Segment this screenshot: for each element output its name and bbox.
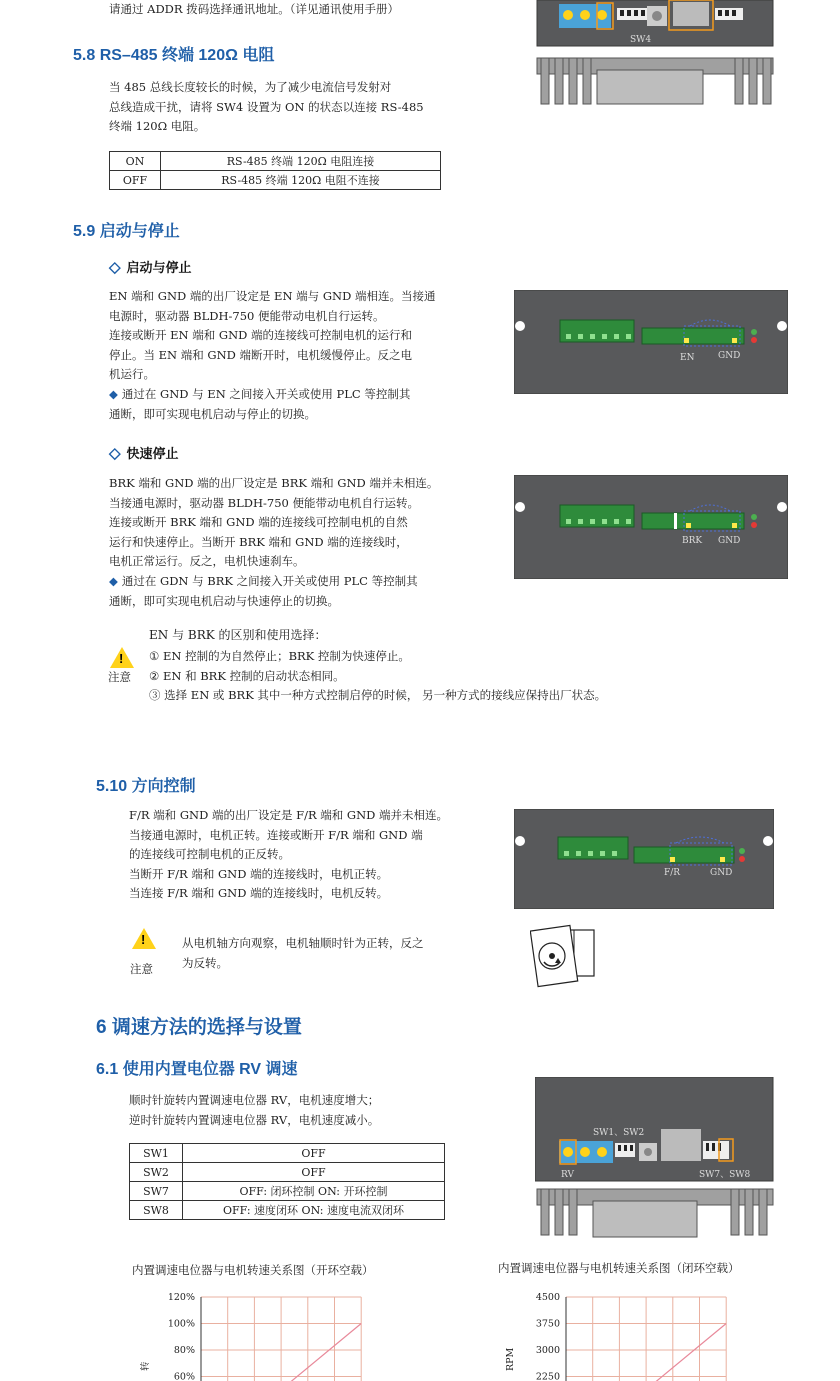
- table-row: [110, 152, 441, 171]
- text-line: F/R 端和 GND 端的出厂设定是 F/R 端和 GND 端并未相连。: [129, 808, 449, 822]
- note-item: ② EN 和 BRK 控制的启动状态相同。: [149, 668, 345, 683]
- table-cell: SW1: [130, 1144, 183, 1163]
- section-6-1-title: 6.1 使用内置电位器 RV 调速: [96, 1061, 298, 1078]
- device-image-rv: [535, 1077, 775, 1239]
- y-tick-label: 80%: [173, 1345, 195, 1356]
- y-tick-label: 100%: [167, 1318, 195, 1330]
- table-cell: OFF: [183, 1163, 445, 1182]
- direction-note: [182, 934, 462, 973]
- table-cell: OFF: 速度闭环 ON: 速度电流双闭环: [183, 1201, 445, 1220]
- table-row: [130, 1182, 445, 1201]
- note-item: ③ 选择 EN 或 BRK 其中一种方式控制启停的时候， 另一种方式的接线应保持出厂状态。: [149, 688, 607, 703]
- text-line: 当接通电源时，驱动器 BLDH-750 便能带动电机自行运转。: [109, 495, 419, 510]
- note-label: 注意: [130, 962, 153, 976]
- table-cell: SW7: [130, 1182, 183, 1201]
- text-line: 通断，即可实现电机启动与停止的切换。: [109, 406, 316, 421]
- text-line: 当断开 F/R 端和 GND 端的连接线时，电机正转。: [129, 866, 389, 881]
- text-line: [109, 385, 454, 405]
- section-5-10-title: 5.10 方向控制: [96, 778, 196, 795]
- text-line: [109, 572, 454, 592]
- text-line: 电机正常运行。反之，电机快速刹车。: [109, 554, 305, 569]
- chart-title-open-loop: 内置调速电位器与电机转速关系图（开环空载）: [132, 1263, 374, 1277]
- chart-open-loop: [140, 1285, 380, 1381]
- gnd-label: GND: [710, 868, 733, 878]
- table-row: [110, 171, 441, 190]
- section-6-title: 6 调速方法的选择与设置: [96, 1017, 302, 1038]
- brk-label: BRK: [682, 536, 703, 546]
- y-tick-label: 60%: [173, 1371, 195, 1381]
- table-cell: ON: [110, 152, 161, 171]
- table-cell: RS-485 终端 120Ω 电阻不连接: [161, 171, 441, 190]
- bullet-text: 通过在 GND 与 EN 之间接入开关或使用 PLC 等控制其: [121, 386, 411, 401]
- subsection-start-stop-label: 启动与停止: [126, 260, 192, 275]
- text-line: 终端 120Ω 电阻。: [109, 119, 206, 134]
- text-line: EN 端和 GND 端的出厂设定是 EN 端与 GND 端相连。当接通: [109, 289, 436, 303]
- device-image-en-gnd: [514, 290, 788, 394]
- top-note: 请通过 ADDR 拨码选择通讯地址。（详见通讯使用手册）: [109, 2, 399, 16]
- text-line: 当连接 F/R 端和 GND 端的连接线时，电机反转。: [129, 886, 389, 901]
- y-tick-label: 3000: [535, 1345, 560, 1356]
- motor-rotation-icon: [530, 920, 600, 990]
- section-5-9-sub1-body: [109, 287, 454, 424]
- diamond-icon: ◇: [109, 445, 121, 462]
- device-image-fr-gnd: [514, 809, 774, 909]
- bullet-diamond-icon: ◆: [109, 386, 118, 401]
- section-5-8-body: [109, 78, 449, 137]
- table-cell: SW2: [130, 1163, 183, 1182]
- section-5-8-title: 5.8 RS–485 终端 120Ω 电阻: [73, 47, 275, 64]
- text-line: 电源时，驱动器 BLDH-750 便能带动电机自行运转。: [109, 308, 385, 323]
- note-heading: EN 与 BRK 的区别和使用选择：: [149, 628, 327, 642]
- bullet-text: 通过在 GDN 与 BRK 之间接入开关或使用 PLC 等控制其: [121, 573, 418, 588]
- text-line: 顺时针旋转内置调速电位器 RV，电机速度增大；: [129, 1093, 380, 1107]
- rs485-table: [109, 151, 441, 190]
- section-5-9-title: 5.9 启动与停止: [73, 223, 180, 240]
- text-line: 的连接线可控制电机的正反转。: [129, 847, 290, 862]
- text-line: 连接或断开 BRK 端和 GND 端的连接线可控制电机的自然: [109, 515, 408, 530]
- text-line: 停止。当 EN 端和 GND 端断开时，电机缓慢停止。反之电: [109, 347, 413, 362]
- subsection-start-stop-title: [109, 257, 192, 276]
- note-items: [149, 647, 789, 706]
- y-tick-label: 120%: [167, 1292, 195, 1303]
- section-5-10-body: [129, 806, 459, 904]
- subsection-quick-stop-title: [109, 443, 179, 462]
- text-line: 机运行。: [109, 367, 155, 382]
- sw7-sw8-label: SW7、SW8: [699, 1170, 751, 1180]
- y-tick-label: 4500: [535, 1292, 560, 1303]
- device-image-sw4: [535, 0, 775, 108]
- table-row: [130, 1201, 445, 1220]
- y-tick-label: 3750: [535, 1318, 560, 1330]
- section-6-1-body: [129, 1091, 449, 1130]
- note-item: ① EN 控制的为自然停止；BRK 控制为快速停止。: [149, 649, 410, 663]
- gnd-label: GND: [718, 351, 741, 361]
- chart-title-closed-loop: 内置调速电位器与电机转速关系图（闭环空载）: [498, 1261, 740, 1275]
- text-line: 当 485 总线长度较长的时候，为了减少电流信号发射对: [109, 80, 392, 94]
- sw4-label: SW4: [630, 35, 652, 45]
- text-line: 连接或断开 EN 端和 GND 端的连接线可控制电机的运行和: [109, 328, 413, 343]
- bullet-diamond-icon: ◆: [109, 573, 118, 588]
- text-line: 为反转。: [182, 955, 228, 970]
- rv-label: RV: [561, 1170, 574, 1180]
- text-line: 从电机轴方向观察，电机轴顺时针为正转，反之: [182, 936, 424, 950]
- table-row: [130, 1163, 445, 1182]
- text-line: 通断，即可实现电机启动与快速停止的切换。: [109, 593, 339, 608]
- sw1-sw2-label: SW1、SW2: [593, 1128, 645, 1138]
- table-cell: OFF: [110, 171, 161, 190]
- text-line: 逆时针旋转内置调速电位器 RV，电机速度减小。: [129, 1112, 380, 1127]
- text-line: 总线造成干扰，请将 SW4 设置为 ON 的状态以连接 RS-485: [109, 99, 424, 114]
- warning-icon: !: [110, 647, 134, 668]
- section-5-9-sub2-body: [109, 474, 454, 611]
- text-line: 当接通电源时，电机正转。连接或断开 F/R 端和 GND 端: [129, 827, 423, 842]
- table-cell: RS-485 终端 120Ω 电阻连接: [161, 152, 441, 171]
- text-line: BRK 端和 GND 端的出厂设定是 BRK 端和 GND 端并未相连。: [109, 476, 439, 490]
- note-label: 注意: [108, 670, 131, 684]
- table-cell: OFF: 闭环控制 ON: 开环控制: [183, 1182, 445, 1201]
- table-row: [130, 1144, 445, 1163]
- fr-label: F/R: [664, 868, 681, 878]
- en-label: EN: [680, 353, 695, 363]
- y-axis-label: 转: [140, 1361, 151, 1371]
- switch-table: [129, 1143, 445, 1220]
- table-cell: SW8: [130, 1201, 183, 1220]
- diamond-icon: ◇: [109, 259, 121, 276]
- device-image-brk-gnd: [514, 475, 788, 579]
- gnd-label: GND: [718, 536, 741, 546]
- subsection-quick-stop-label: 快速停止: [126, 446, 179, 461]
- y-tick-label: 2250: [535, 1371, 560, 1381]
- text-line: 运行和快速停止。当断开 BRK 端和 GND 端的连接线时，: [109, 534, 408, 549]
- y-axis-label: RPM: [505, 1347, 516, 1371]
- warning-icon: !: [132, 928, 156, 949]
- chart-closed-loop: [505, 1285, 745, 1381]
- table-cell: OFF: [183, 1144, 445, 1163]
